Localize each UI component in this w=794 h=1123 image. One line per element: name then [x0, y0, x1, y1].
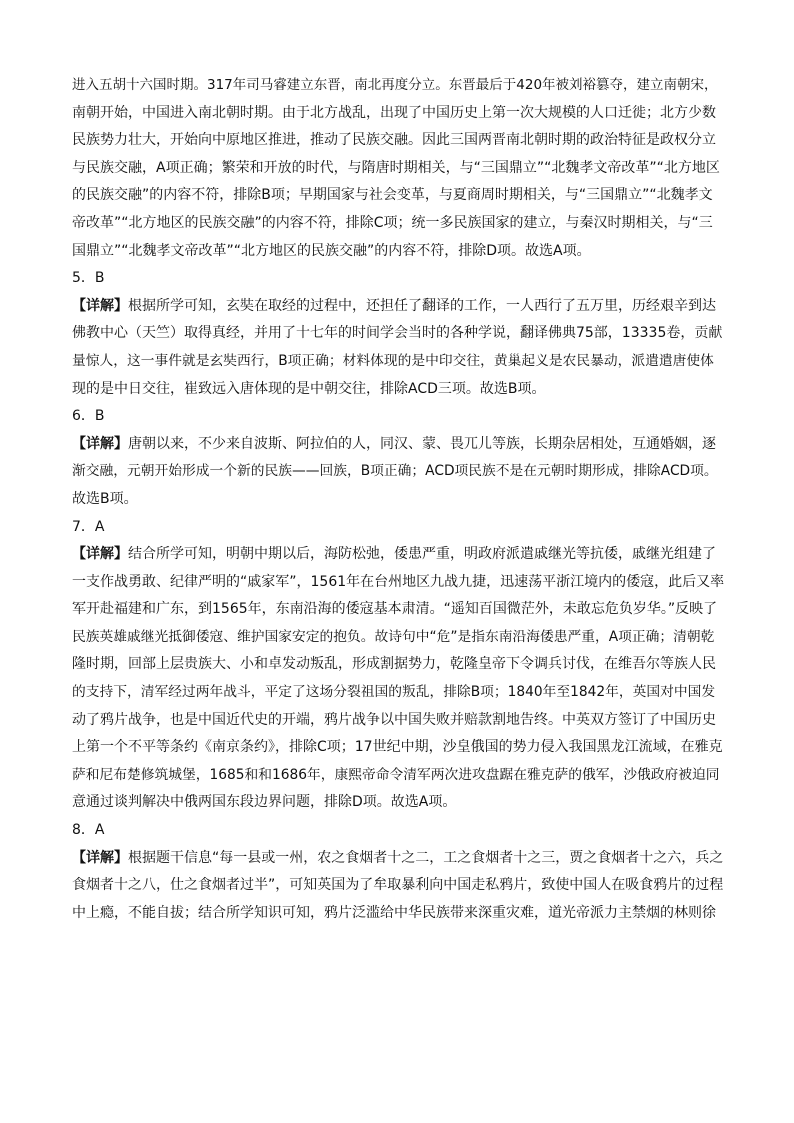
text-line: 动了鸦片战争，也是中国近代史的开端，鸦片战争以中国失败并赔款割地告终。中英双方签订了中国历史: [72, 711, 716, 728]
text-line: 意通过谈判解决中俄两国东段边界问题，排除D项。故选A项。: [72, 794, 457, 811]
text-line: 量惊人，这一事件就是玄奘西行，B项正确；材料体现的是中印交往，黄巢起义是农民暴动，派遣遣唐使体: [72, 352, 714, 369]
text-line: 民族英雄戚继光抵御倭寇、维护国家安定的抱负。故诗句中“危”是指东南沿海倭患严重，A项正确；清朝乾: [72, 628, 715, 645]
text-line: 佛教中心（天竺）取得真经，并用了十七年的时间学会当时的各种学说，翻译佛典75部，13335卷，贡献: [72, 325, 723, 342]
text-line: 现的是中日交往，崔致远入唐体现的是中朝交往，排除ACD三项。故选B项。: [72, 380, 546, 397]
text-line: 一支作战勇敢、纪律严明的“戚家军”，1561年在台州地区九战九捷，迅速荡平浙江境内的倭寇，此后又率: [72, 573, 724, 590]
text-line: 食烟者十之八，仕之食烟者过半”，可知英国为了牟取暴利向中国走私鸦片，致使中国人在吸食鸦片的过程: [72, 877, 724, 894]
question-number: 6．B: [72, 408, 105, 425]
text-line: 渐交融，元朝开始形成一个新的民族——回族，B项正确；ACD项民族不是在元朝时期形成，排除ACD项。: [72, 463, 718, 480]
text-line: 进入五胡十六国时期。317年司马睿建立东晋，南北再度分立。东晋最后于420年被刘裕篡夺，建立南朝宋，: [72, 77, 718, 93]
detail-tag: 【详解】: [72, 297, 128, 314]
text-line: 萨和尼布楚修筑城堡，1685和和1686年，康熙帝命令清军两次进攻盘踞在雅克萨的俄军，沙俄政府被迫同: [72, 766, 720, 783]
question-number: 8．A: [72, 822, 105, 839]
text-line: 军开赴福建和广东，到1565年，东南沿海的倭寇基本肃清。“遥知百国微茫外，未敢忘危负岁华。”反映了: [72, 601, 718, 618]
detail-tag: 【详解】: [72, 435, 128, 452]
text-line: 的支持下，清军经过两年战斗，平定了这场分裂祖国的叛乱，排除B项；1840年至1842年，英国对中国发: [72, 684, 716, 701]
text-line: 的民族交融”的内容不符，排除B项；早期国家与社会变革，与夏商周时期相关，与“三国鼎立”“北魏孝文: [72, 187, 713, 204]
text-line: 与民族交融，A项正确；繁荣和开放的时代，与隋唐时期相关，与“三国鼎立”“北魏孝文帝改革”“北方地区: [72, 159, 720, 176]
detail-tag: 【详解】: [72, 546, 128, 563]
text-line: 【详解】根据所学可知，玄奘在取经的过程中，还担任了翻译的工作，一人西行了五万里，历经艰辛到达: [72, 297, 716, 314]
question-number: 5．B: [72, 270, 105, 287]
text-line: 【详解】根据题干信息“每一县或一州，农之食烟者十之二，工之食烟者十之三，贾之食烟者十之六，兵之: [72, 849, 724, 866]
question-number: 7．A: [72, 518, 105, 535]
text-line: 隆时期，回部上层贵族大、小和卓发动叛乱，形成割据势力，乾隆皇帝下令调兵讨伐，在维吾尔等族人民: [72, 656, 716, 673]
text-line: 【详解】唐朝以来，不少来自波斯、阿拉伯的人，同汉、蒙、畏兀儿等族，长期杂居相处，互通婚姻，逐: [72, 435, 716, 452]
detail-tag: 【详解】: [72, 849, 128, 866]
document-page: [72, 72, 724, 927]
text-line: 国鼎立”“北魏孝文帝改革”“北方地区的民族交融”的内容不符，排除D项。故选A项。: [72, 242, 591, 259]
text-line: 【详解】结合所学可知，明朝中期以后，海防松弛，倭患严重，明政府派遣戚继光等抗倭，戚继光组建了: [72, 546, 716, 563]
text-line: 故选B项。: [72, 490, 138, 507]
text-line: 中上瘾，不能自拔；结合所学知识可知，鸦片泛滥给中华民族带来深重灾难，道光帝派力主禁烟的林则徐: [72, 904, 716, 921]
text-line: 南朝开始，中国进入南北朝时期。由于北方战乱，出现了中国历史上第一次大规模的人口迁徙；北方少数: [72, 104, 716, 121]
text-line: 民族势力壮大，开始向中原地区推进，推动了民族交融。因此三国两晋南北朝时期的政治特征是政权分立: [72, 132, 716, 149]
text-line: 上第一个不平等条约《南京条约》，排除C项；17世纪中期，沙皇俄国的势力侵入我国黑龙江流域，在雅克: [72, 739, 723, 756]
text-line: 帝改革”“北方地区的民族交融”的内容不符，排除C项；统一多民族国家的建立，与秦汉时期相关，与“三: [72, 214, 713, 231]
